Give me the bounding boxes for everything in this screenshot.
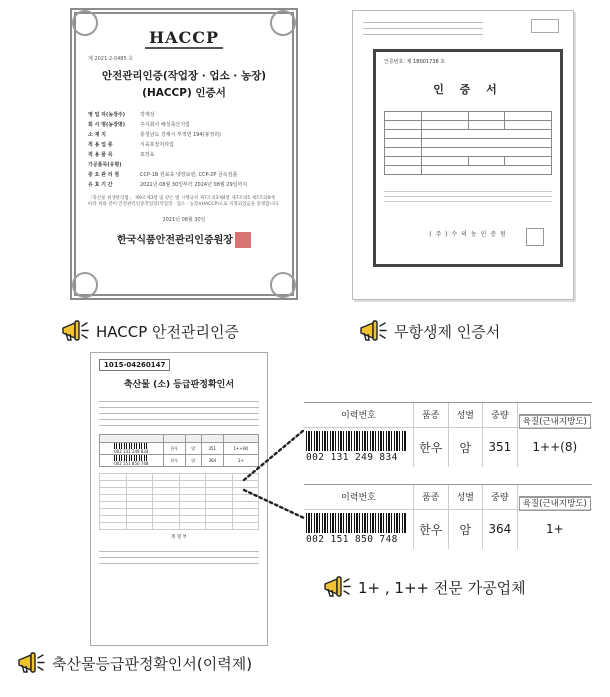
weight-cell: 351	[483, 427, 518, 467]
certificate-title: 인 증 서	[433, 83, 503, 96]
dotted-connector	[244, 490, 304, 518]
megaphone-icon	[322, 574, 352, 600]
grade-cell: 1+	[517, 509, 592, 549]
sex-cell: 암	[448, 509, 483, 549]
caption-text: 무항생제 인증서	[394, 322, 501, 341]
trace-number: 002 151 850 748	[306, 534, 398, 546]
column-header: 성별	[448, 403, 483, 427]
column-header: 품종	[413, 403, 448, 427]
megaphone-icon	[60, 318, 90, 344]
sex-cell: 암	[448, 427, 483, 467]
trace-zoom-box-2	[304, 484, 592, 549]
field-row: 회 사 명(농장명) 주식회사 해성축산기업	[88, 122, 190, 128]
certificate-title: 축산물 (소) 등급판정확인서	[123, 380, 235, 390]
column-header: 육질(근내지방도)	[517, 403, 592, 427]
field-row: 적 용 업 종 식육포장처리업	[88, 142, 174, 148]
megaphone-icon	[358, 318, 388, 344]
certificate-subtitle: (HACCP) 인증서	[142, 87, 226, 99]
field-row: 중 요 관 리 점 CCP-1B 원료육 냉장보관, CCP-2P 금속검출	[88, 172, 238, 178]
certificate-title: 안전관리인증(작업장 · 업소 · 농장)	[101, 70, 267, 82]
megaphone-icon	[16, 650, 46, 676]
issuer-name: ( 주 ) 수 의 농 인 증 원	[429, 231, 507, 238]
certificate-body-text: 「축산물 위생관리법」 제9조제3항 및 같은 법 시행규칙 제7조의3제4항 제7조의5 제7조의6에 따라 위와 같이 안전관리인증작업장(작업장 · 업소 · 농장)(HACCP)으로 지정되었음을 증명합니다.	[88, 196, 280, 207]
certificate-number: 제 2021-2-0485 호	[88, 56, 134, 62]
dotted-connector	[244, 430, 304, 480]
haccp-logo: HACCP	[88, 28, 280, 49]
weight-cell: 364	[483, 509, 518, 549]
stamp-label: 계 열 부	[171, 535, 187, 540]
trace-zoom-box-1	[304, 402, 592, 467]
caption-antibiotic-free	[358, 318, 500, 344]
column-header: 성별	[448, 485, 483, 509]
grade-cell: 1++(8)	[517, 427, 592, 467]
certificate-number: 인증번호: 제 1B001738 호	[384, 59, 446, 65]
field-row: 영 업 자(농장주) 작재성	[88, 112, 155, 118]
barcode-icon	[306, 431, 406, 451]
caption-haccp	[60, 318, 239, 344]
field-row: 소 재 지 충청남도 강제시 부적면 194(봉정리)	[88, 132, 222, 138]
field-row: 적 용 품 목 포장육	[88, 152, 155, 158]
field-row: 가공품목(유형)	[88, 162, 122, 168]
table-row: 002 151 850 748 한우 암 364 1+	[100, 455, 259, 467]
certificate-number: 1015-04260147	[99, 359, 170, 371]
trace-table	[304, 403, 592, 467]
table-row: 002 131 249 834 한우 암 351 1++(8)	[100, 443, 259, 455]
table-row	[304, 509, 592, 549]
issuer-name: 한국식품안전관리인증원장	[88, 231, 280, 248]
column-header: 이력번호	[304, 485, 413, 509]
table-row	[304, 427, 592, 467]
column-header: 중량	[483, 485, 518, 509]
caption-text: 1+ , 1++ 전문 가공업체	[358, 578, 526, 597]
column-header: 중량	[483, 403, 518, 427]
column-header: 육질(근내지방도)	[517, 485, 592, 509]
trace-number: 002 131 249 834	[306, 452, 398, 464]
trace-table	[304, 485, 592, 549]
field-row: 유 효 기 간 2021년 08월 30일부터 2024년 08월 29일까지	[88, 182, 248, 188]
barcode-icon	[306, 513, 406, 533]
caption-text: 축산물등급판정확인서(이력제)	[52, 654, 253, 673]
column-header: 이력번호	[304, 403, 413, 427]
caption-text: HACCP 안전관리인증	[96, 322, 239, 341]
breed-cell: 한우	[413, 427, 448, 467]
issue-date: 2021년 08월 30일	[162, 217, 206, 223]
column-header: 품종	[413, 485, 448, 509]
caption-specialist	[322, 574, 526, 600]
breed-cell: 한우	[413, 509, 448, 549]
caption-grading	[16, 650, 252, 676]
